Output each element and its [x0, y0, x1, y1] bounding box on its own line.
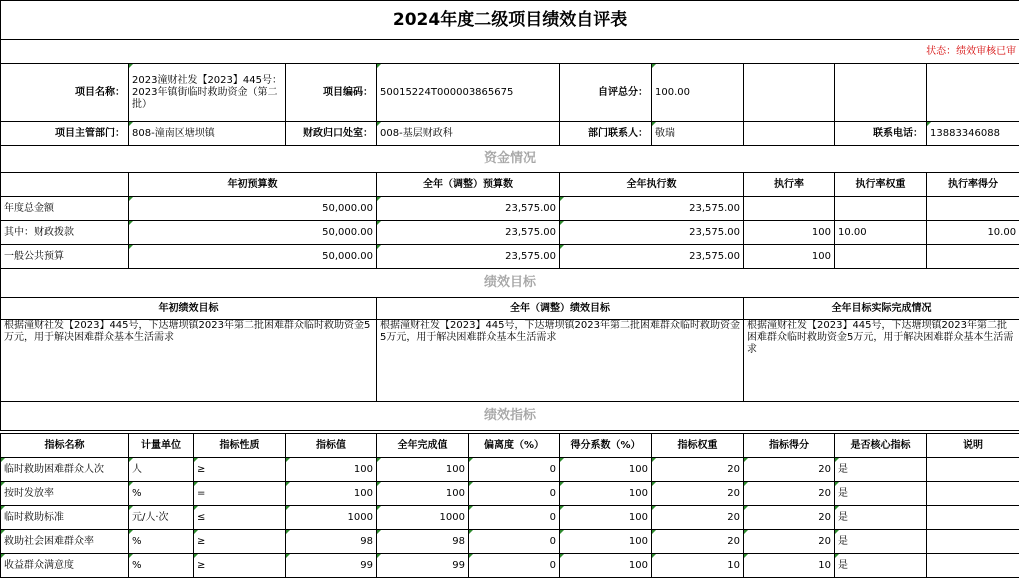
project-name-value: 2023潼财社发【2023】445号：2023年镇街临时救助资金（第二批）: [129, 64, 286, 122]
dept-label: 项目主管部门：: [1, 122, 129, 146]
funds-row-executed: 23,575.00: [560, 245, 744, 269]
table-row: [1, 197, 1019, 221]
indicator-deviation: 0: [469, 506, 560, 530]
funds-row-rate: 100: [744, 245, 835, 269]
finance-office-value: 008-基层财政科: [377, 122, 560, 146]
blank-cell: [744, 64, 835, 122]
indicator-name: 临时救助标准: [1, 506, 129, 530]
funds-header-score: 执行率得分: [927, 173, 1019, 197]
contact-value: 敬瑞: [652, 122, 744, 146]
funds-row-initial: 50,000.00: [129, 197, 377, 221]
funds-row-weight: [835, 245, 927, 269]
goals-header-actual: 全年目标实际完成情况: [744, 298, 1019, 320]
funds-row-name: 年度总金额: [1, 197, 129, 221]
funds-section-title: 资金情况: [1, 146, 1019, 173]
funds-row-name: 一般公共预算: [1, 245, 129, 269]
funds-row-adjusted: 23,575.00: [377, 221, 560, 245]
table-row: [1, 482, 1019, 506]
funds-row-adjusted: 23,575.00: [377, 197, 560, 221]
indicator-header-coef: 得分系数（%）: [560, 434, 652, 458]
funds-row-adjusted: 23,575.00: [377, 245, 560, 269]
indicator-deviation: 0: [469, 458, 560, 482]
indicator-coef: 100: [560, 554, 652, 578]
indicator-core: 是: [835, 482, 927, 506]
indicator-unit: %: [129, 554, 194, 578]
funds-row-weight: [835, 197, 927, 221]
funds-row-executed: 23,575.00: [560, 197, 744, 221]
indicator-coef: 100: [560, 506, 652, 530]
funds-row-score: [927, 245, 1019, 269]
table-row: [1, 458, 1019, 482]
indicator-score: 20: [744, 458, 835, 482]
funds-row-initial: 50,000.00: [129, 221, 377, 245]
indicator-coef: 100: [560, 458, 652, 482]
indicator-unit: %: [129, 530, 194, 554]
self-score-label: 自评总分：: [560, 64, 652, 122]
finance-office-label: 财政归口处室：: [286, 122, 377, 146]
goals-header-initial: 年初绩效目标: [1, 298, 377, 320]
indicator-note: [927, 554, 1019, 578]
funds-header-rate: 执行率: [744, 173, 835, 197]
blank-cell: [1, 173, 129, 197]
indicator-name: 救助社会困难群众率: [1, 530, 129, 554]
indicator-nature: ≥: [194, 458, 286, 482]
table-row: [1, 221, 1019, 245]
funds-row-executed: 23,575.00: [560, 221, 744, 245]
table-row: [1, 530, 1019, 554]
indicator-header-core: 是否核心指标: [835, 434, 927, 458]
funds-row-weight: 10.00: [835, 221, 927, 245]
indicator-coef: 100: [560, 530, 652, 554]
indicator-header-weight: 指标权重: [652, 434, 744, 458]
indicator-note: [927, 482, 1019, 506]
indicator-header-unit: 计量单位: [129, 434, 194, 458]
funds-row-rate: 100: [744, 221, 835, 245]
funds-row-rate: [744, 197, 835, 221]
indicator-weight: 20: [652, 530, 744, 554]
indicator-actual: 98: [377, 530, 469, 554]
self-score-value: 100.00: [652, 64, 744, 122]
indicator-deviation: 0: [469, 554, 560, 578]
goal-actual-text: 根据潼财社发【2023】445号，下达塘坝镇2023年第二批困难群众临时救助资金5万元，用于解决困难群众基本生活需求: [744, 320, 1019, 402]
funds-header-executed: 全年执行数: [560, 173, 744, 197]
indicator-name: 收益群众满意度: [1, 554, 129, 578]
indicator-name: 临时救助困难群众人次: [1, 458, 129, 482]
indicator-coef: 100: [560, 482, 652, 506]
funds-header-weight: 执行率权重: [835, 173, 927, 197]
funds-header-initial: 年初预算数: [129, 173, 377, 197]
indicator-unit: %: [129, 482, 194, 506]
indicator-header-name: 指标名称: [1, 434, 129, 458]
indicator-target: 100: [286, 458, 377, 482]
funds-row-score: 10.00: [927, 221, 1019, 245]
indicator-header-nature: 指标性质: [194, 434, 286, 458]
blank-cell: [835, 64, 927, 122]
indicator-nature: ≤: [194, 506, 286, 530]
funds-row-initial: 50,000.00: [129, 245, 377, 269]
indicator-score: 20: [744, 506, 835, 530]
indicator-actual: 99: [377, 554, 469, 578]
indicator-target: 98: [286, 530, 377, 554]
indicator-deviation: 0: [469, 482, 560, 506]
blank-cell: [927, 64, 1019, 122]
indicator-note: [927, 458, 1019, 482]
indicator-score: 20: [744, 530, 835, 554]
phone-label: 联系电话：: [835, 122, 927, 146]
indicator-header-score: 指标得分: [744, 434, 835, 458]
indicator-actual: 100: [377, 482, 469, 506]
indicator-header-actual: 全年完成值: [377, 434, 469, 458]
indicator-deviation: 0: [469, 530, 560, 554]
contact-label: 部门联系人：: [560, 122, 652, 146]
goal-initial-text: 根据潼财社发【2023】445号，下达塘坝镇2023年第二批困难群众临时救助资金5万元，用于解决困难群众基本生活需求: [1, 320, 377, 402]
indicator-unit: 元/人·次: [129, 506, 194, 530]
indicator-core: 是: [835, 458, 927, 482]
indicators-table: [0, 433, 1019, 578]
indicator-unit: 人: [129, 458, 194, 482]
funds-header-adjusted: 全年（调整）预算数: [377, 173, 560, 197]
indicator-nature: ≥: [194, 530, 286, 554]
funds-row-score: [927, 197, 1019, 221]
indicator-target: 1000: [286, 506, 377, 530]
indicator-note: [927, 530, 1019, 554]
indicator-nature: ≥: [194, 554, 286, 578]
indicator-core: 是: [835, 530, 927, 554]
indicator-weight: 10: [652, 554, 744, 578]
project-code-label: 项目编码：: [286, 64, 377, 122]
phone-value: 13883346088: [927, 122, 1019, 146]
indicator-core: 是: [835, 506, 927, 530]
dept-value: 808-潼南区塘坝镇: [129, 122, 286, 146]
funds-row-name: 其中：财政拨款: [1, 221, 129, 245]
indicator-header-note: 说明: [927, 434, 1019, 458]
page-title: 2024年度二级项目绩效自评表: [1, 1, 1019, 40]
indicator-header-target: 指标值: [286, 434, 377, 458]
indicator-actual: 1000: [377, 506, 469, 530]
indicators-section-title: 绩效指标: [1, 402, 1019, 431]
indicator-score: 20: [744, 482, 835, 506]
indicator-name: 按时发放率: [1, 482, 129, 506]
indicator-nature: =: [194, 482, 286, 506]
indicator-weight: 20: [652, 506, 744, 530]
goals-section-title: 绩效目标: [1, 269, 1019, 298]
goals-header-adjusted: 全年（调整）绩效目标: [377, 298, 744, 320]
goal-adjusted-text: 根据潼财社发【2023】445号，下达塘坝镇2023年第二批困难群众临时救助资金5万元，用于解决困难群众基本生活需求: [377, 320, 744, 402]
indicator-actual: 100: [377, 458, 469, 482]
table-row: [1, 554, 1019, 578]
indicator-header-deviation: 偏离度（%）: [469, 434, 560, 458]
indicator-core: 是: [835, 554, 927, 578]
table-row: [1, 245, 1019, 269]
indicator-target: 99: [286, 554, 377, 578]
indicator-target: 100: [286, 482, 377, 506]
project-code-value: 50015224T000003865675: [377, 64, 560, 122]
indicator-weight: 20: [652, 482, 744, 506]
indicator-score: 10: [744, 554, 835, 578]
table-row: [1, 506, 1019, 530]
indicator-note: [927, 506, 1019, 530]
project-name-label: 项目名称：: [1, 64, 129, 122]
status-badge: 状态：绩效审核已审: [1, 40, 1019, 64]
blank-cell: [744, 122, 835, 146]
indicator-weight: 20: [652, 458, 744, 482]
